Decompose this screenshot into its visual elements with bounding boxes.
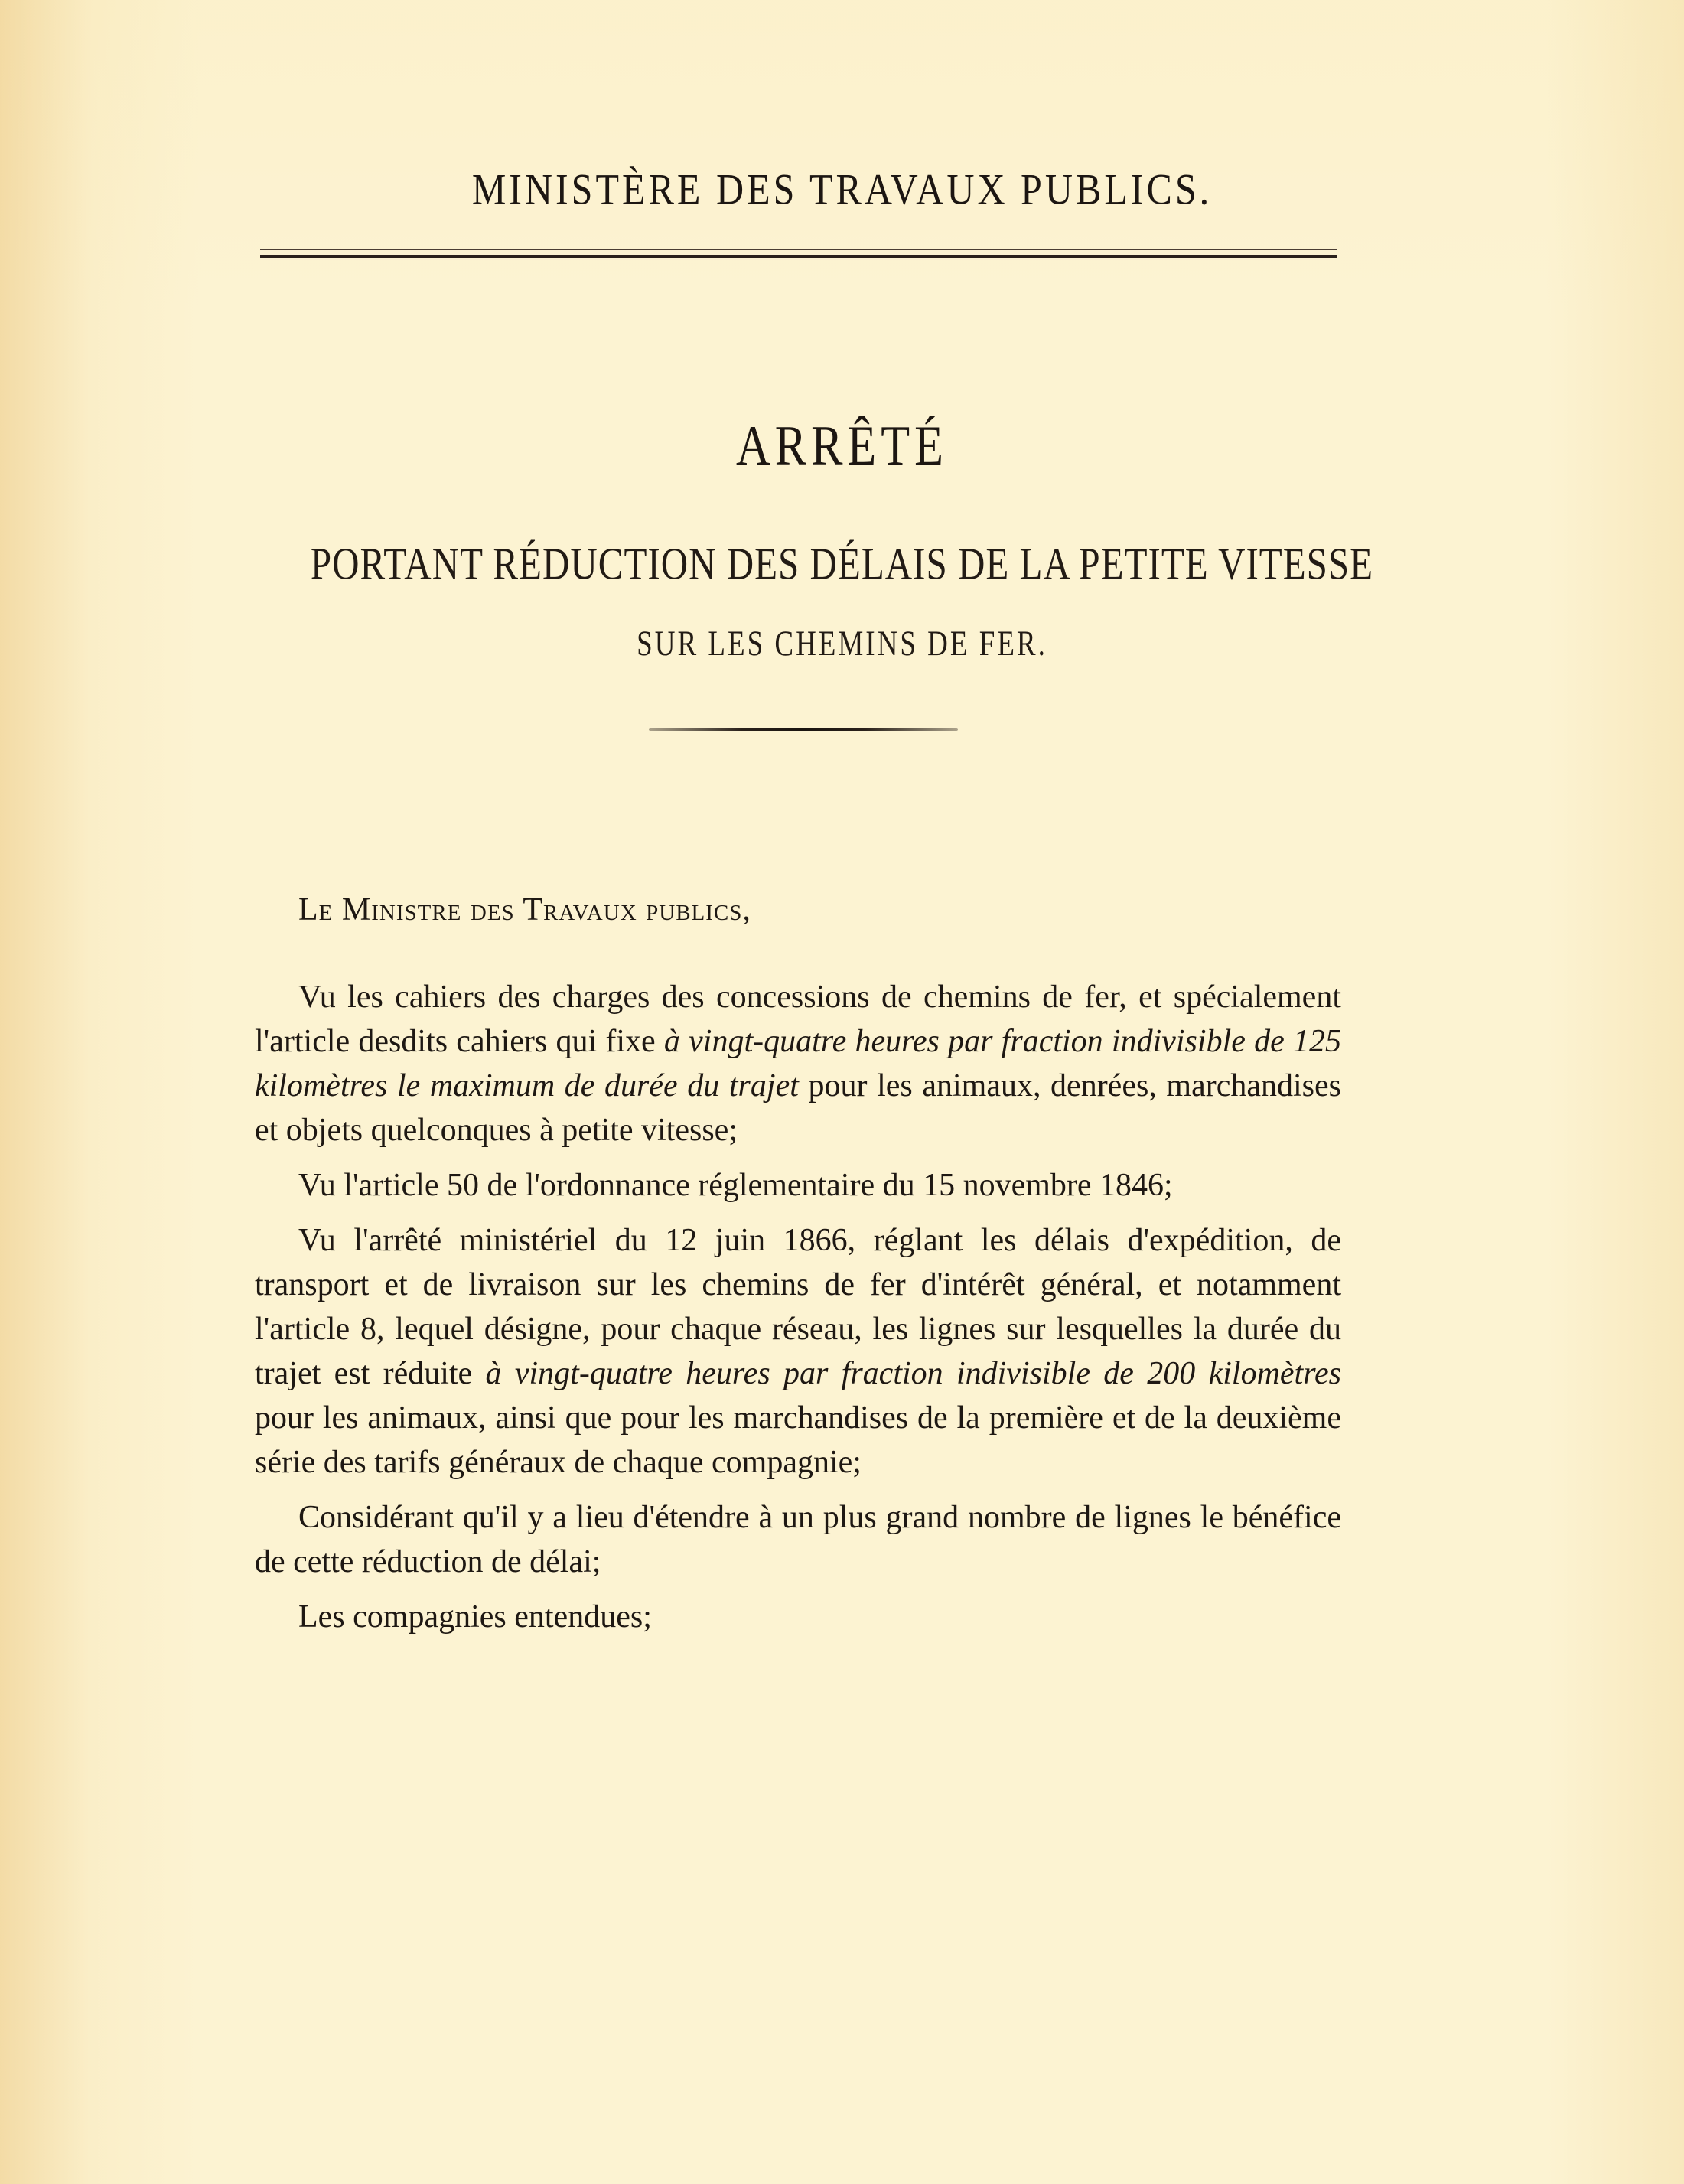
ornamental-divider <box>649 728 958 731</box>
paragraph-text: Vu l'arrêté ministériel du 12 juin 1866, réglant les délais d'expédition, de transport et de livraison sur les chemins de fer d'intérêt général, et notamment l'article 8, lequel désigne, pour chaque réseau, les lignes sur lesquelles la durée du trajet est réduite <box>255 1223 1341 1391</box>
document-subtitle-line1: PORTANT RÉDUCTION DES DÉLAIS DE LA PETITE VITESSE <box>310 538 1374 589</box>
minister-address-text: Le Ministre des Travaux publics, <box>298 892 751 927</box>
paragraph-italic: à vingt-quatre heures par fraction indivisible de 125 kilomètres le maximum de durée du trajet <box>255 1024 1341 1103</box>
paragraph-text: pour les animaux, denrées, marchandises et objets quelconques à petite vitesse; <box>255 1068 1341 1148</box>
ministry-header: MINISTÈRE DES TRAVAUX PUBLICS. <box>471 164 1213 214</box>
document-body <box>255 888 1341 1650</box>
document-subtitle-line2: SUR LES CHEMINS DE FER. <box>637 624 1047 664</box>
paragraph-compagnies: Les compagnies entendues; <box>298 1599 652 1635</box>
document-title: ARRÊTÉ <box>735 415 949 478</box>
paragraph-ordonnance: Vu l'article 50 de l'ordonnance réglementaire du 15 novembre 1846; <box>298 1168 1173 1203</box>
minister-address <box>298 888 1341 932</box>
paragraph-text: Vu les cahiers des charges des concessions de chemins de fer, et spécialement l'article desdits cahiers qui fixe <box>255 980 1341 1059</box>
paragraph-considerant: Considérant qu'il y a lieu d'étendre à un plus grand nombre de lignes le bénéfice de cette réduction de délai; <box>255 1500 1341 1579</box>
paragraph-text: pour les animaux, ainsi que pour les marchandises de la première et de la deuxième série des tarifs généraux de chaque compagnie; <box>255 1400 1341 1480</box>
paragraph-cahiers <box>255 975 1341 1152</box>
paragraph-arrete-1866 <box>255 1218 1341 1485</box>
paragraph-italic: à vingt-quatre heures par fraction indivisible de 200 kilomètres <box>485 1356 1341 1391</box>
header-double-rule <box>260 249 1337 258</box>
